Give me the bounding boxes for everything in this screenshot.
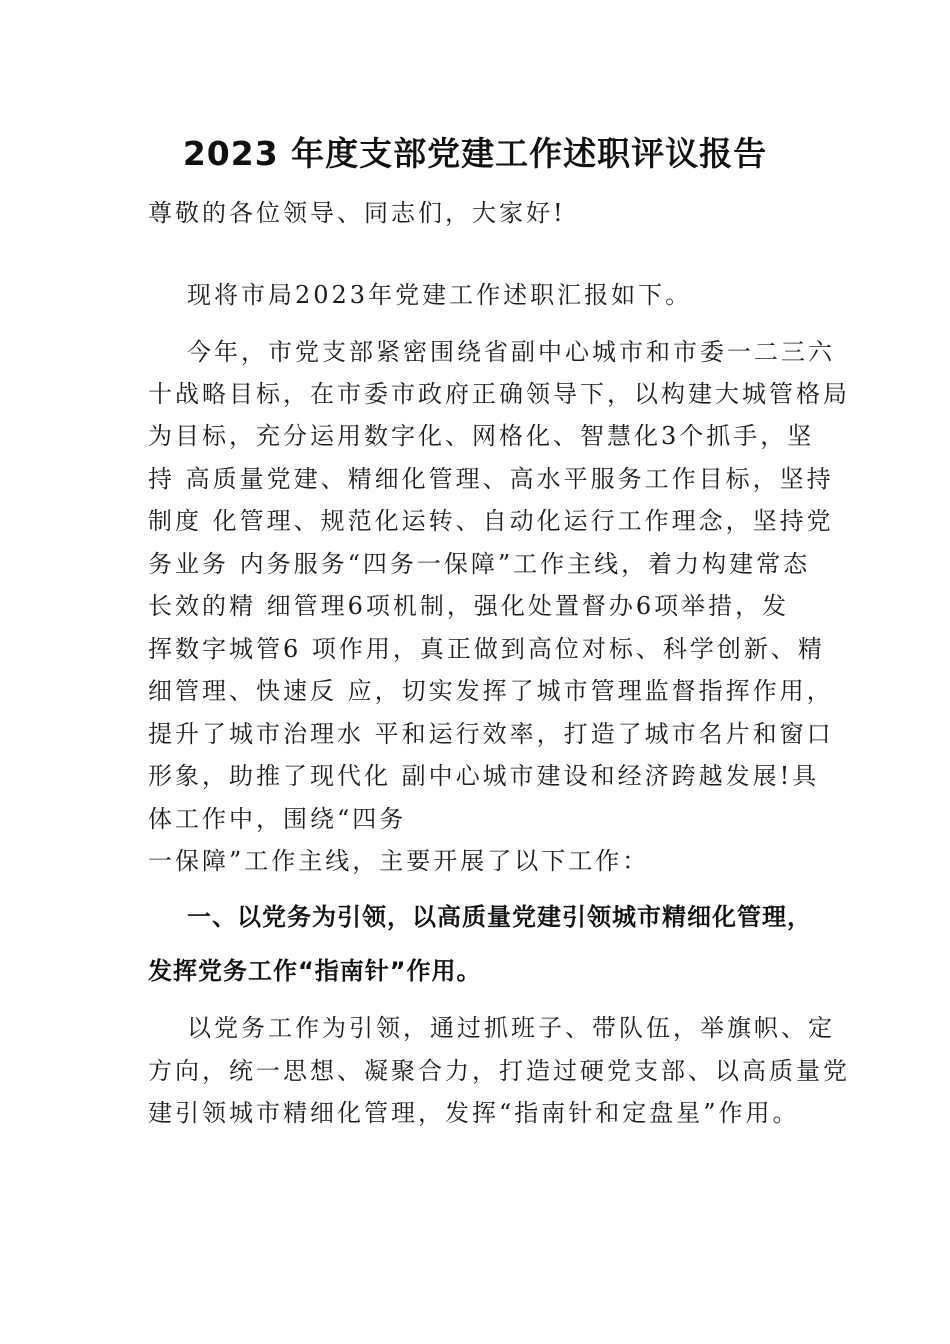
paragraph-line: 一保障”工作主线，主要开展了以下工作：	[148, 847, 650, 875]
paragraph-line: 形象，助推了现代化 副中心城市建设和经济跨越发展!具	[148, 762, 820, 790]
paragraph-line: 长效的精 细管理6项机制，强化处置督办6项举措，发	[148, 592, 790, 620]
paragraph-line: 为目标，充分运用数字化、网格化、智慧化3个抓手，坚	[148, 422, 815, 450]
paragraph-line: 提升了城市治理水 平和运行效率，打造了城市名片和窗口	[148, 720, 834, 748]
paragraph-line: 挥数字城管6 项作用，真正做到高位对标、科学创新、精	[148, 635, 825, 663]
greeting: 尊敬的各位领导、同志们，大家好!	[148, 199, 566, 227]
paragraph-line: 持 高质量党建、精细化管理、高水平服务工作目标，坚持	[148, 465, 834, 493]
paragraph-line: 细管理、快速反 应，切实发挥了城市管理监督指挥作用，	[148, 677, 834, 705]
paragraph-line: 务业务 内务服务“四务一保障”工作主线，着力构建常态	[148, 550, 811, 578]
paragraph-line: 体工作中，围绕“四务	[148, 805, 407, 833]
document-title: 2023 年度支部党建工作述职评议报告	[182, 134, 768, 173]
paragraph-line: 今年，市党支部紧密围绕省副中心城市和市委一二三六	[187, 338, 835, 366]
paragraph-line: 制度 化管理、规范化运转、自动化运行工作理念，坚持党	[148, 507, 834, 535]
section-heading: 一、以党务为引领，以高质量党建引领城市精细化管理，	[187, 903, 812, 931]
paragraph-line: 建引领城市精细化管理，发挥“指南针和定盘星”作用。	[148, 1099, 800, 1127]
section-heading: 发挥党务工作“指南针”作用。	[148, 957, 482, 985]
paragraph-line: 以党务工作为引领，通过抓班子、带队伍，举旗帜、定	[187, 1014, 835, 1042]
paragraph-line: 十战略目标，在市委市政府正确领导下，以构建大城管格局	[148, 380, 850, 408]
intro-paragraph: 现将市局2023年党建工作述职汇报如下。	[187, 281, 693, 309]
paragraph-line: 方向，统一思想、凝聚合力，打造过硬党支部、以高质量党	[148, 1057, 850, 1085]
